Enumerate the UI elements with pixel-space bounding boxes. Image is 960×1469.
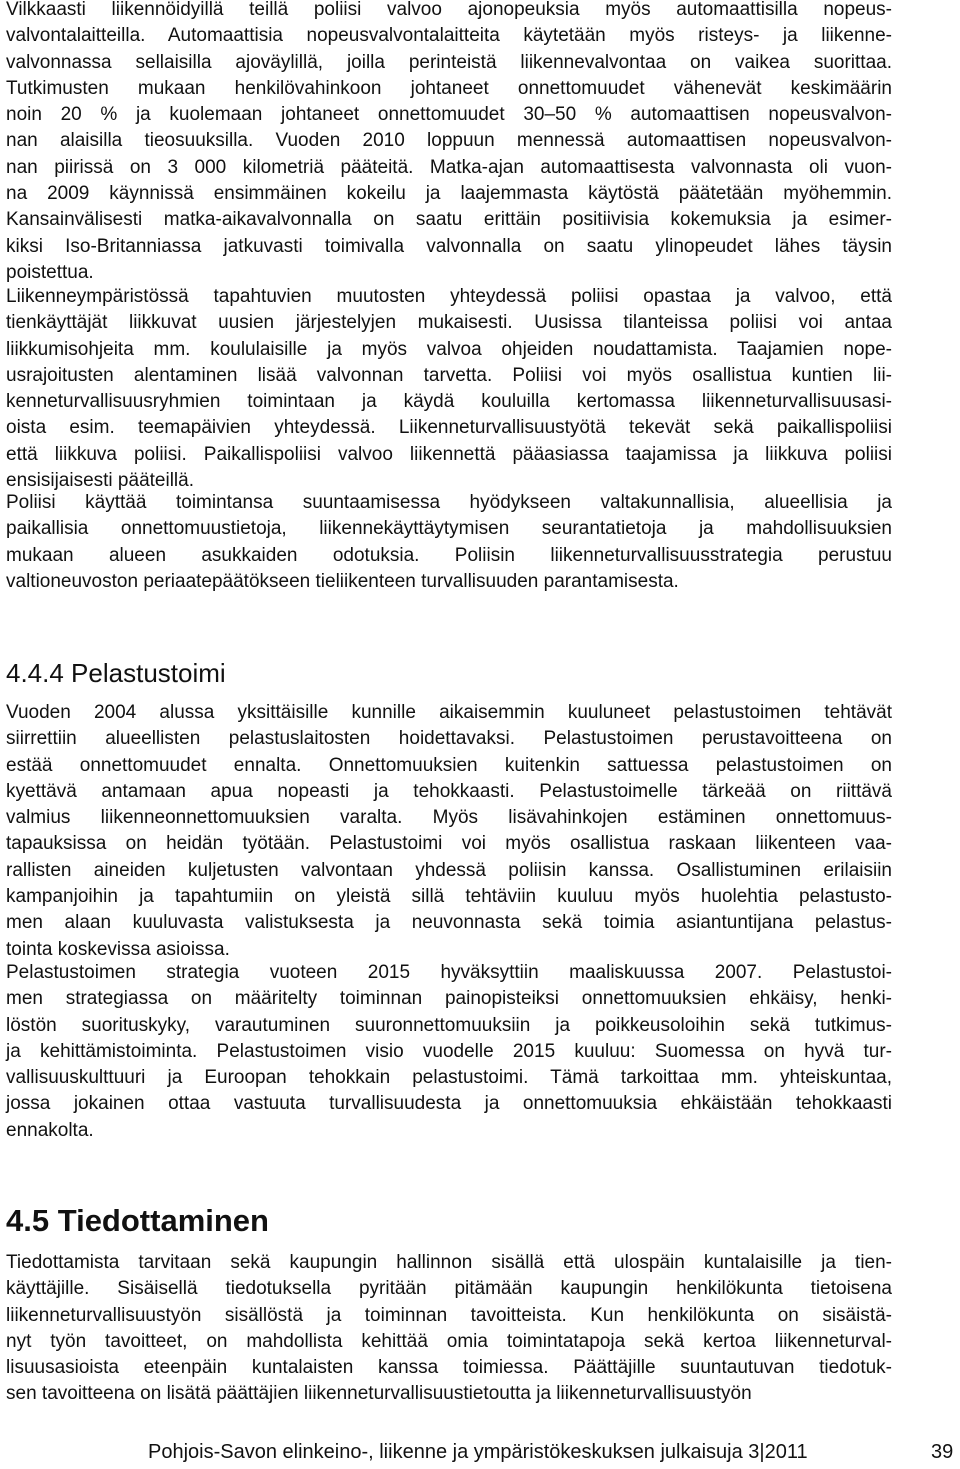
text-line: liikenneturvallisuustyön sisällöstä ja toiminnan tavoitteista. Kun henkilökunta on sisäistä-: [6, 1304, 892, 1326]
text-line: jossa jokainen ottaa vastuuta turvallisuudesta ja onnettomuuksia ehkäistään tehokkaasti: [6, 1093, 892, 1115]
text-line: ensisijaisesti pääteillä.: [6, 470, 194, 492]
text-line: valvonnassa sellaisilla ajoväylillä, joilla perinteistä liikennevalvontaa on vaikea suorittaa.: [6, 51, 892, 73]
section-heading-pelastustoimi: 4.4.4 Pelastustoimi: [6, 658, 226, 688]
paragraph-communication: [6, 1250, 892, 1408]
paragraph-police-guidance: [6, 284, 892, 494]
text-line: men alaan kuuluvasta valistuksesta ja neuvonnasta sekä toimia asiantuntijana pelastus-: [6, 912, 892, 934]
text-line: tienkäyttäjät liikkuvat uusien järjestelyjen mukaisesti. Uusissa tilanteissa poliisi voi antaa: [6, 312, 892, 334]
text-line: Tutkimusten mukaan henkilövahinkoon johtaneet onnettomuudet vähenevät keskimäärin: [6, 77, 892, 99]
text-line: käyttäjille. Sisäisellä tiedotuksella pyritään pitämään kaupungin henkilökunta tietoisena: [6, 1278, 892, 1300]
section-heading-tiedottaminen: 4.5 Tiedottaminen: [6, 1203, 269, 1238]
text-line: rallisten aineiden kuljetusten valvontaan yhdessä poliisin kanssa. Osallistuminen erilaisiin: [6, 859, 892, 881]
text-line: nan piirissä on 3 000 kilometriä pääteitä. Matka-ajan automaattisesta valvonnasta oli vuon-: [6, 156, 892, 178]
text-line: liikkumisohjeita mm. koululaisille ja myös valvoa ohjeiden noudattamista. Taajamien nope-: [6, 338, 892, 360]
text-line: valvontalaitteilla. Automaattisia nopeusvalvontalaitteita käytetään myös risteys- ja liikenne-: [6, 25, 892, 47]
text-line: oista esim. teemapäivien yhteydessä. Liikenneturvallisuustyötä tekevät sekä paikallispoliisi: [6, 417, 892, 439]
text-line: nan alaisilla tieosuuksilla. Vuoden 2010 loppuun mennessä automaattisen nopeusvalvon-: [6, 130, 892, 152]
text-line: ennakolta.: [6, 1119, 94, 1141]
text-line: lisuusasioista eteenpäin kuntalaisten kanssa toimiessa. Päättäjille suuntautuvan tiedotuk-: [6, 1357, 892, 1379]
text-line: Vilkkaasti liikennöidyillä teillä poliisi valvoo ajonopeuksia myös automaattisilla nopeus-: [6, 0, 892, 20]
text-line: että liikkuva poliisi. Paikallispoliisi valvoo liikennettä pääasiassa taajamissa ja liikkuva poliisi: [6, 443, 892, 465]
text-line: siirrettiin alueellisten pelastuslaitosten hoidettavaksi. Pelastustoimen perustavoitteena on: [6, 728, 892, 750]
text-line: Tiedottamista tarvitaan sekä kaupungin hallinnon sisällä että ulospäin kuntalaisille ja tien-: [6, 1252, 892, 1273]
text-line: kyettävä antamaan apua nopeasti ja tehokkaasti. Pelastustoimelle tärkeää on riittävä: [6, 780, 892, 802]
text-line: mukaan alueen asukkaiden odotuksia. Poliisin liikenneturvallisuusstrategia perustuu: [6, 544, 892, 566]
text-line: kenneturvallisuusryhmien toimintaan ja käydä kouluilla kertomassa liikenneturvallisuusasi-: [6, 391, 892, 413]
text-line: Kansainvälisesti matka-aikavalvonnalla on saatu erittäin positiivisia kokemuksia ja esimer-: [6, 209, 892, 231]
text-line: noin 20 % ja kuolemaan johtaneet onnettomuudet 30–50 % automaattisen nopeusvalvon-: [6, 104, 892, 126]
paragraph-rescue-strategy: [6, 960, 892, 1144]
paragraph-police-strategy: [6, 490, 892, 595]
text-line: poistettua.: [6, 261, 94, 283]
text-line: ja kehittämistoiminta. Pelastustoimen visio vuodelle 2015 kuuluu: Suomessa on hyvä tur-: [6, 1040, 892, 1062]
paragraph-speed-enforcement: [6, 0, 892, 286]
text-line: nyt työn tavoitteet, on mahdollista kehittää omia toimintatapoja sekä kertoa liikenneturval-: [6, 1330, 892, 1352]
text-line: sen tavoitteena on lisätä päättäjien liikenneturvallisuustietoutta ja liikenneturvallisuustyön: [6, 1383, 752, 1405]
page-number: 39: [931, 1441, 954, 1463]
text-line: na 2009 käynnissä ensimmäinen kokeilu ja laajemmasta käytöstä päätetään myöhemmin.: [6, 183, 892, 205]
text-line: usrajoitusten alentaminen lisää valvonnan tarvetta. Poliisi voi myös osallistua kuntien lii-: [6, 364, 892, 386]
text-line: Vuoden 2004 alussa yksittäisille kunnille aikaisemmin kuuluneet pelastustoimen tehtävät: [6, 702, 892, 723]
text-line: kampanjoihin ja tapahtumiin on yleistä sillä tehtäviin kuuluu myös huolehtia pelastusto-: [6, 886, 892, 908]
text-line: Poliisi käyttää toimintansa suuntaamisessa hyödykseen valtakunnallisia, alueellisia ja: [6, 492, 892, 513]
text-line: Liikenneympäristössä tapahtuvien muutosten yhteydessä poliisi opastaa ja valvoo, että: [6, 286, 892, 307]
text-line: kiksi Iso-Britanniassa jatkuvasti toimivalla valvonnalla on saatu ylinopeudet lähes täysin: [6, 235, 892, 257]
paragraph-rescue-services: [6, 700, 892, 963]
text-line: estää onnettomuudet ennalta. Onnettomuuksien kuitenkin sattuessa pelastustoimen on: [6, 754, 892, 776]
text-line: valmius liikenneonnettomuuksien varalta. Myös lisävahinkojen estäminen onnettomuus-: [6, 807, 892, 829]
text-line: men strategiassa on määritelty toiminnan painopisteiksi onnettomuuksien ehkäisy, henki-: [6, 988, 892, 1010]
text-line: tointa koskevissa asioissa.: [6, 938, 230, 960]
text-line: vallisuuskulttuuri ja Euroopan tehokkain pelastustoimi. Tämä tarkoittaa mm. yhteiskuntaa,: [6, 1067, 892, 1089]
text-line: tapauksissa on heidän työtään. Pelastustoimi voi myös osallistua raskaan liikenteen vaa-: [6, 833, 892, 855]
text-line: valtioneuvoston periaatepäätökseen tieliikenteen turvallisuuden parantamisesta.: [6, 570, 679, 592]
text-line: löstön suorituskyky, varautuminen suuronnettomuuksiin ja poikkeusoloihin sekä tutkimus-: [6, 1014, 892, 1036]
footer-publication-title: Pohjois-Savon elinkeino-, liikenne ja ympäristökeskuksen julkaisuja 3|2011: [148, 1441, 808, 1463]
text-line: paikallisia onnettomuustietoja, liikennekäyttäytymisen seurantatietoja ja mahdollisuuksien: [6, 518, 892, 540]
text-line: Pelastustoimen strategia vuoteen 2015 hyväksyttiin maaliskuussa 2007. Pelastustoi-: [6, 962, 892, 983]
